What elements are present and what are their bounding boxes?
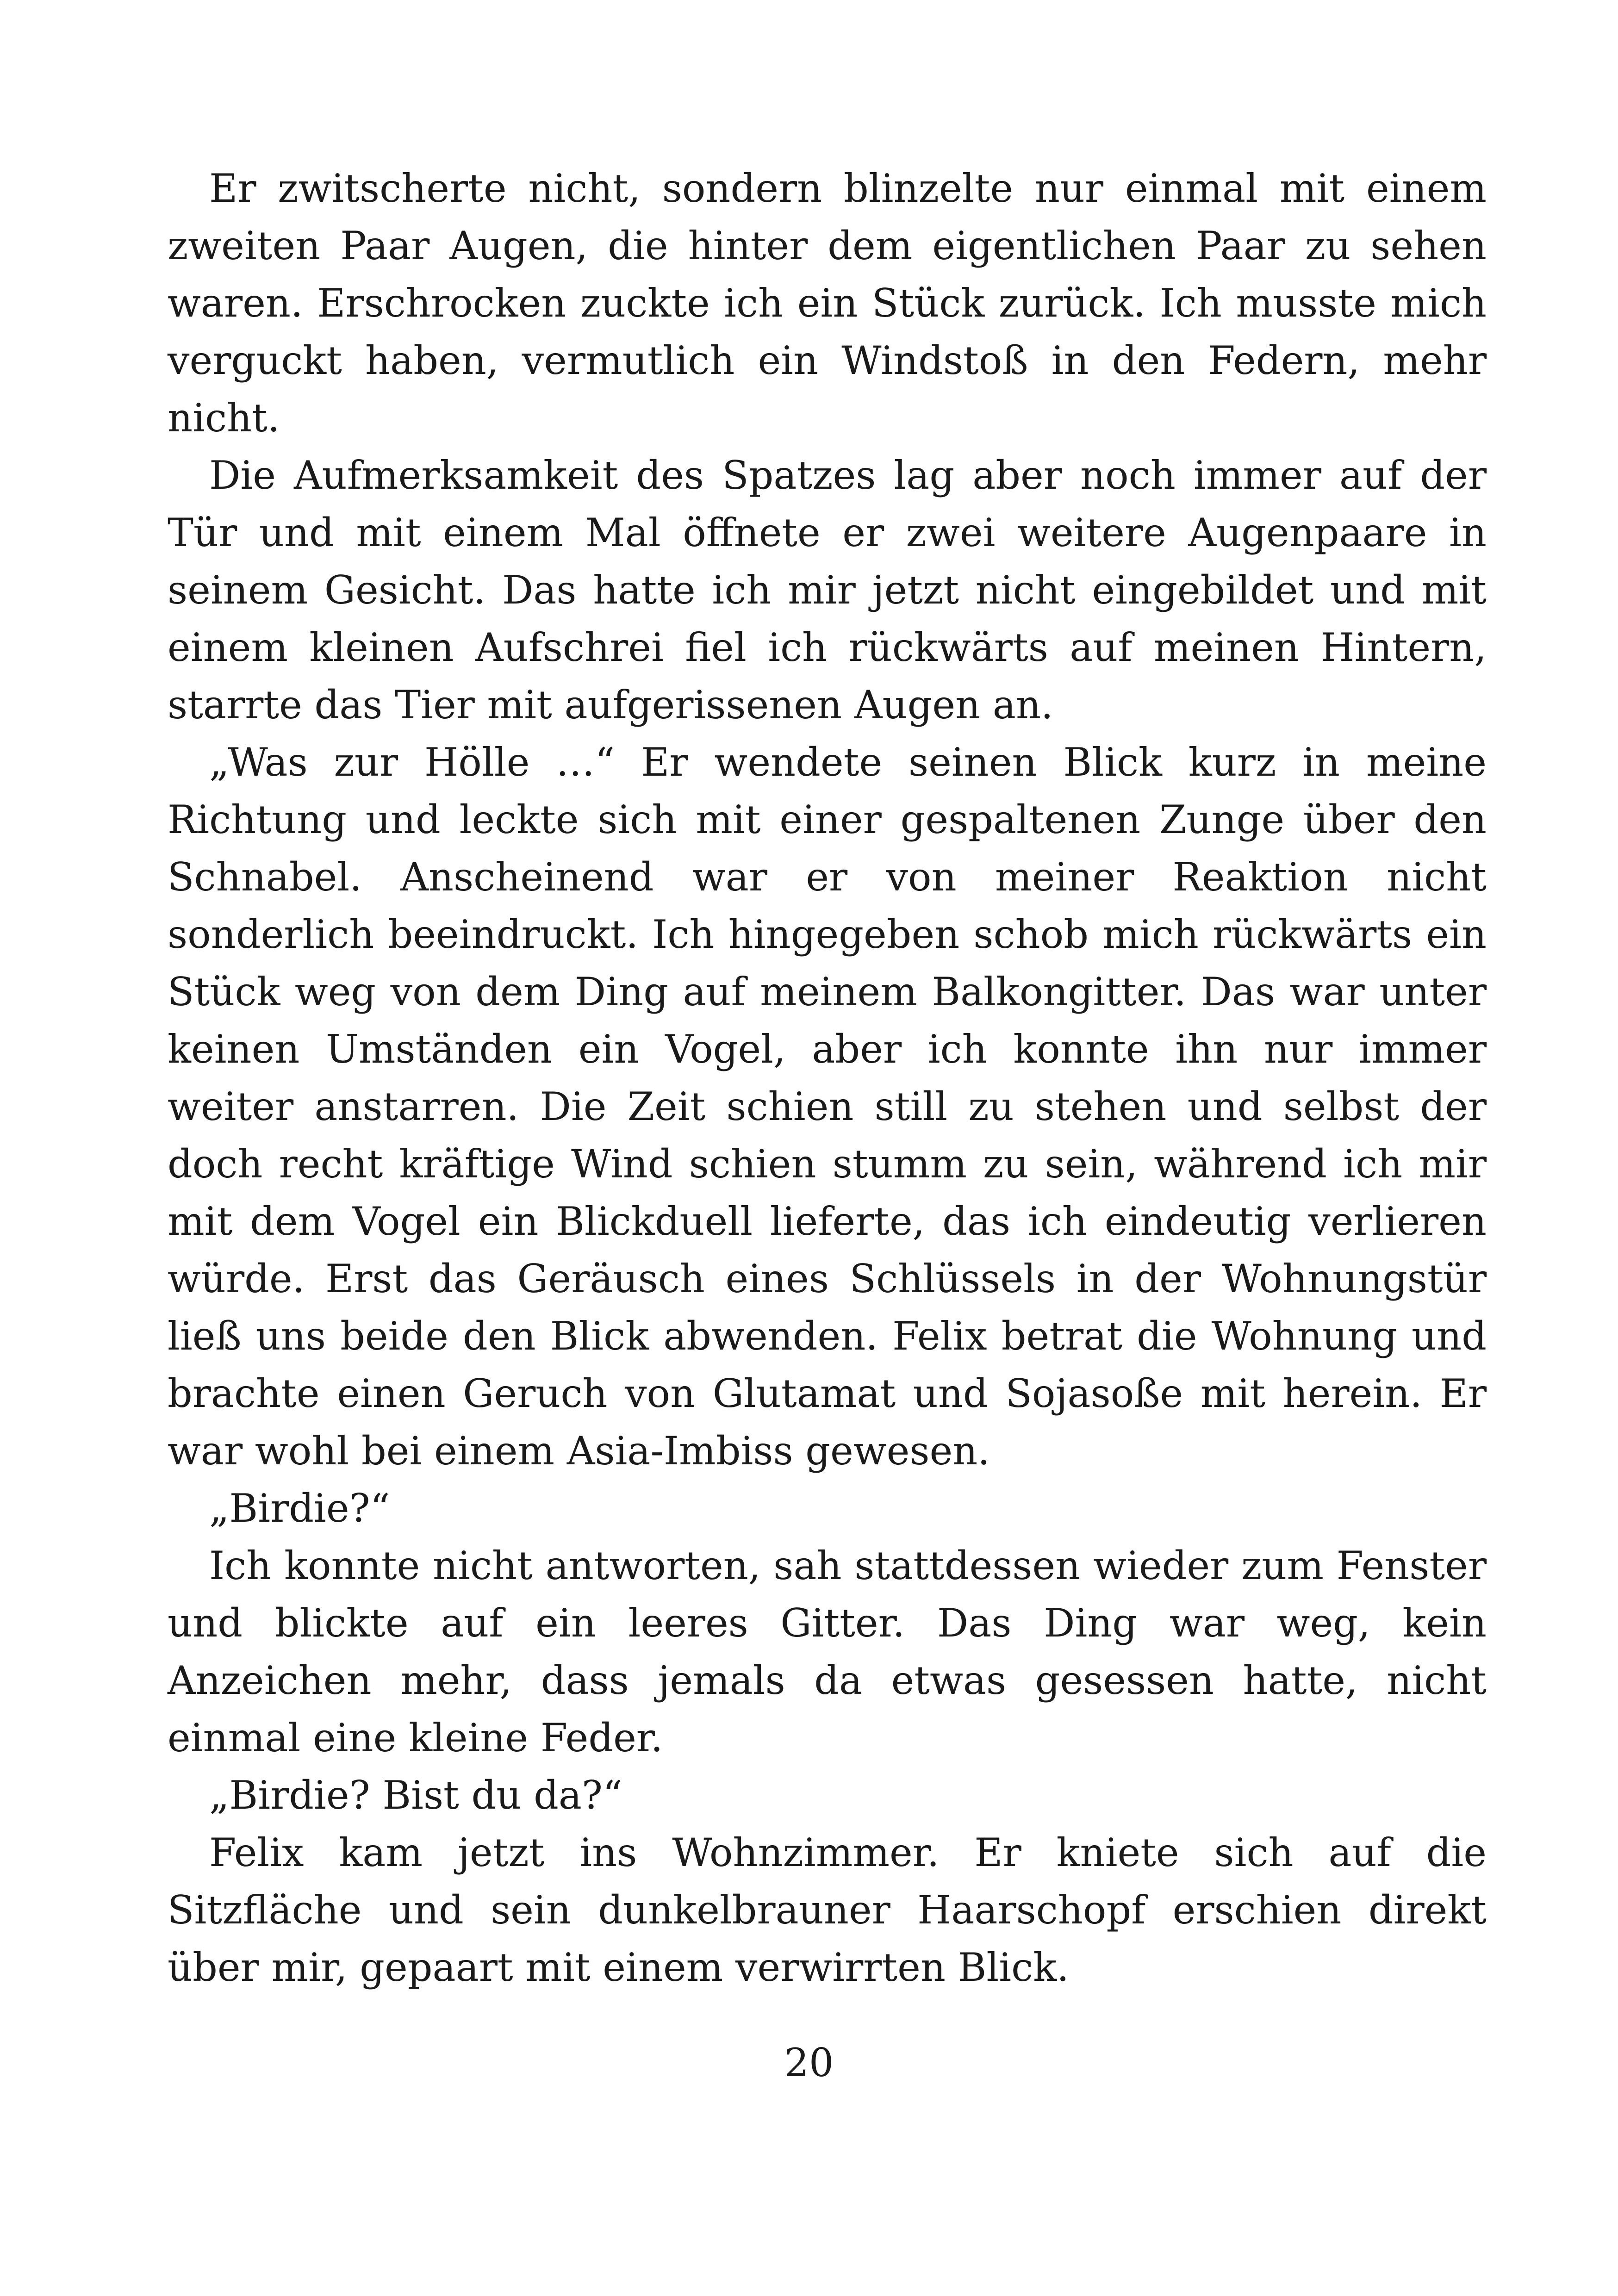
paragraph: Felix kam jetzt ins Wohnzimmer. Er kniete sich auf die Sitzfläche und sein dunkelbrauner Haarschopf erschien direkt über mir, gepaart mit einem verwirrten Blick. [168, 1830, 1487, 1990]
paragraph: Die Aufmerksamkeit des Spatzes lag aber noch immer auf der Tür und mit einem Mal öffnete er zwei weitere Augenpaare in seinem Gesicht. Das hatte ich mir jetzt nicht eingebildet und mit einem kleinen Aufschrei fiel ich rückwärts auf meinen Hintern, starrte das Tier mit aufgerissenen Augen an. [168, 453, 1487, 728]
paragraph: Ich konnte nicht antworten, sah stattdessen wieder zum Fenster und blickte auf ein leeres Gitter. Das Ding war weg, kein Anzeichen mehr, dass jemals da etwas gesessen hatte, nicht einmal eine kleine Feder. [168, 1543, 1487, 1761]
body-text [168, 160, 1487, 1996]
paragraph: „Birdie? Bist du da?“ [209, 1773, 622, 1818]
paragraph: Er zwitscherte nicht, sondern blinzelte nur einmal mit einem zweiten Paar Augen, die hinter dem eigentlichen Paar zu sehen waren. Erschrocken zuckte ich ein Stück zurück. Ich musste mich verguckt haben, vermutlich ein Windstoß in den Federn, mehr nicht. [168, 166, 1487, 441]
paragraph: „Birdie?“ [209, 1486, 390, 1531]
paragraph: „Was zur Hölle …“ Er wendete seinen Blick kurz in meine Richtung und leckte sich mit einer gespaltenen Zunge über den Schnabel. Anscheinend war er von meiner Reaktion nicht sonderlich beeindruckt. Ich hingegeben schob mich rückwärts ein Stück weg von dem Ding auf meinem Balkongitter. Das war unter keinen Umständen ein Vogel, aber ich konnte ihn nur immer weiter anstarren. Die Zeit schien still zu stehen und selbst der doch recht kräftige Wind schien stumm zu sein, während ich mir mit dem Vogel ein Blickduell lieferte, das ich eindeutig verlieren würde. Erst das Geräusch eines Schlüssels in der Wohnungstür ließ uns beide den Blick abwenden. Felix betrat die Wohnung und brachte einen Geruch von Glutamat und Sojasoße mit herein. Er war wohl bei einem Asia-Imbiss gewesen. [168, 740, 1487, 1474]
page-number: 20 [784, 2040, 834, 2085]
